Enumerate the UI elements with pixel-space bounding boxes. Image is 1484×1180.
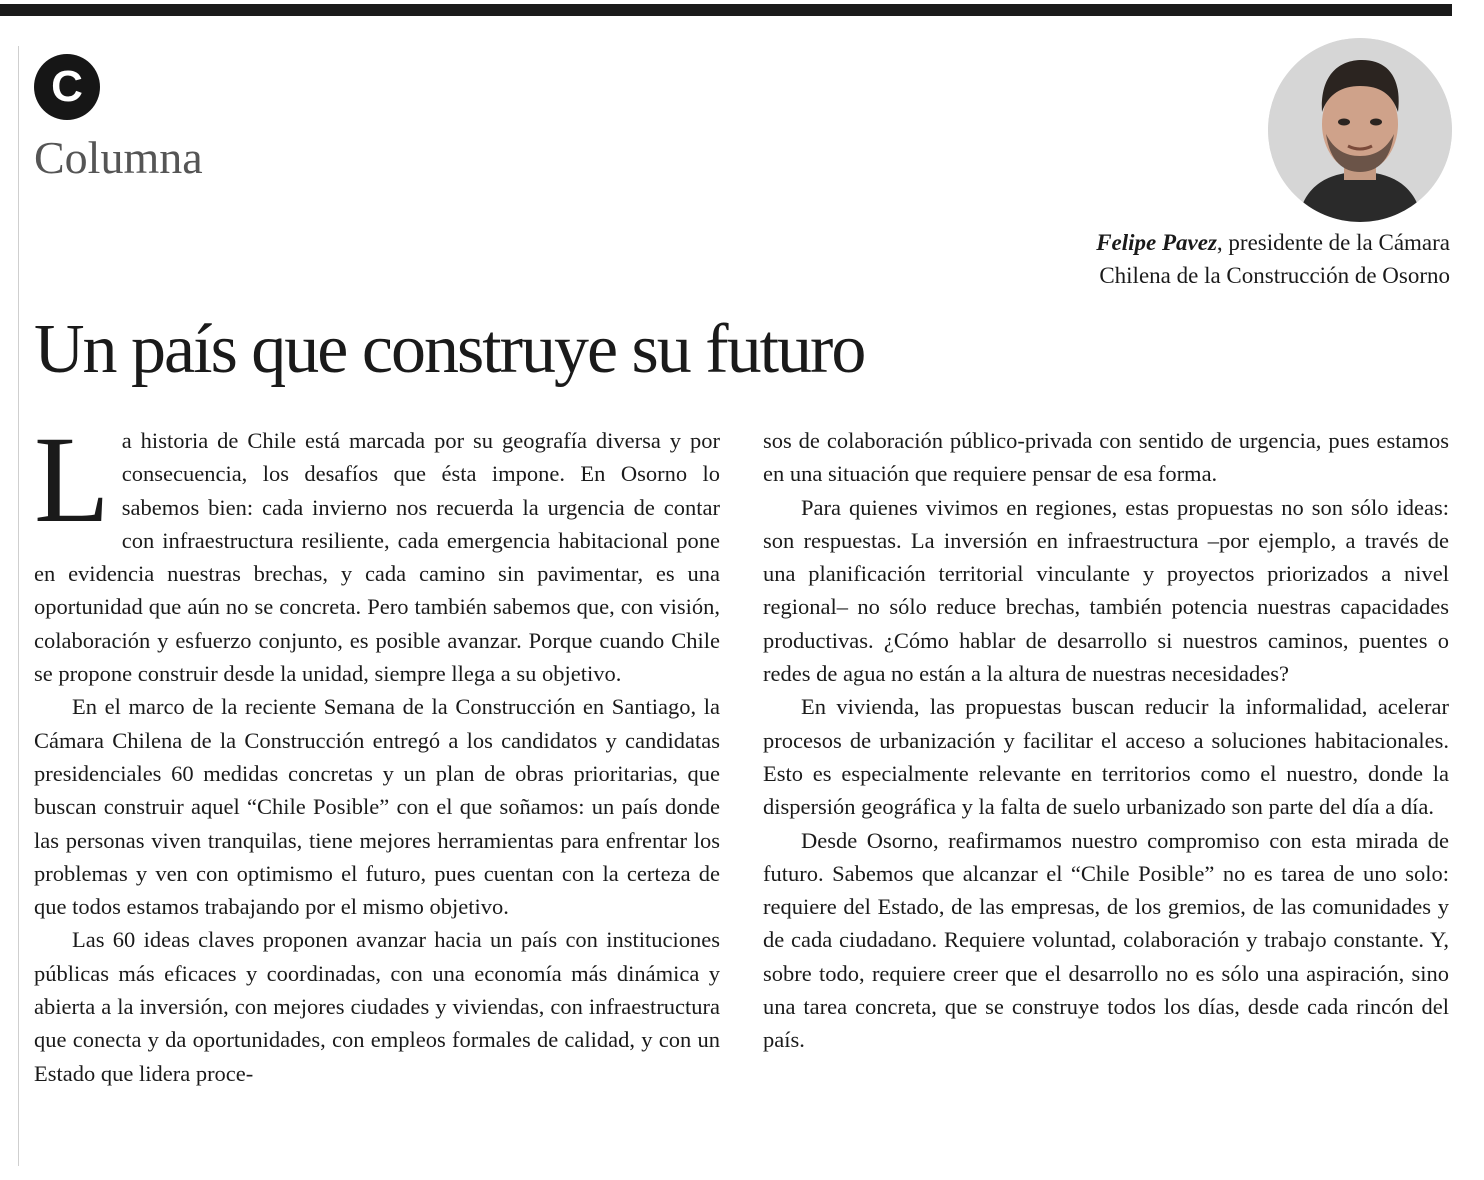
author-name: Felipe Pavez bbox=[1096, 230, 1217, 255]
article-headline: Un país que construye su futuro bbox=[34, 311, 865, 388]
author-byline bbox=[930, 226, 1450, 292]
article-paragraph: En vivienda, las propuestas buscan reducir la informalidad, acelerar procesos de urbanización y facilitar el acceso a soluciones habitacionales. Esto es especialmente relevante en territorios como el nuestro, donde la dispersión geográfica y la falta de suelo urbanizado son parte del día a día. bbox=[763, 694, 1449, 820]
portrait-photo-icon bbox=[1268, 38, 1452, 222]
author-photo bbox=[1268, 38, 1452, 222]
article-paragraph: Para quienes vivimos en regiones, estas propuestas no son sólo ideas: son respuestas. La inversión en infraestructura –por ejemplo, a través de una planificación territorial vinculante y proyectos priorizados a nivel regional– no sólo reduce brechas, también potencia nuestras capacidades productivas. ¿Cómo hablar de desarrollo si nuestros caminos, puentes o redes de agua no están a la altura de nuestras necesidades? bbox=[763, 494, 1449, 687]
author-role-line1: , presidente de la Cámara bbox=[1216, 230, 1450, 255]
dropcap: L bbox=[34, 411, 110, 548]
section-label: Columna bbox=[34, 132, 203, 183]
article-paragraph: sos de colaboración público-privada con sentido de urgencia, pues estamos en una situación que requiere pensar de esa forma. bbox=[763, 428, 1449, 487]
column-badge: C bbox=[34, 54, 100, 120]
article-column-left bbox=[34, 411, 720, 1090]
article-column-right bbox=[763, 424, 1449, 1057]
author-role-line2: Chilena de la Construcción de Osorno bbox=[1099, 263, 1450, 288]
article-paragraph: Las 60 ideas claves proponen avanzar hacia un país con instituciones públicas más eficaces y coordinadas, con una economía más dinámica y abierta a la inversión, con mejores ciudades y viviendas, con infraestructura que conecta y da oportunidades, con empleos formales de calidad, y con un Estado que lidera proce- bbox=[34, 927, 720, 1086]
left-rule bbox=[18, 46, 19, 1166]
article-paragraph: La historia de Chile está marcada por su geografía diversa y por consecuencia, los desafíos que ésta impone. En Osorno lo sabemos bien: cada invierno nos recuerda la urgencia de contar con infraestructura resiliente, cada emergencia habitacional pone en evidencia nuestras brechas, y cada camino sin pavimentar, es una oportunidad que aún no se concreta. Pero también sabemos que, con visión, colaboración y esfuerzo conjunto, es posible avanzar. Porque cuando Chile se propone construir desde la unidad, siempre llega a su objetivo. bbox=[34, 411, 720, 687]
article-paragraph: Desde Osorno, reafirmamos nuestro compromiso con esta mirada de futuro. Sabemos que alcanzar el “Chile Posible” no es tarea de uno solo: requiere del Estado, de las empresas, de los gremios, de las comunidades y de cada ciudadano. Requiere voluntad, colaboración y trabajo constante. Y, sobre todo, requiere creer que el desarrollo no es sólo una aspiración, sino una tarea concreta, que se construye todos los días, desde cada rincón del país. bbox=[763, 827, 1449, 1053]
article-paragraph: En el marco de la reciente Semana de la Construcción en Santiago, la Cámara Chilena de la Construcción entregó a los candidatos y candidatas presidenciales 60 medidas concretas y un plan de obras prioritarias, que buscan construir aquel “Chile Posible” con el que soñamos: un país donde las personas viven tranquilas, tiene mejores herramientas para enfrentar los problemas y ven con optimismo el futuro, pues cuentan con la certeza de que todos estamos trabajando por el mismo objetivo. bbox=[34, 694, 720, 920]
top-rule bbox=[0, 4, 1452, 16]
